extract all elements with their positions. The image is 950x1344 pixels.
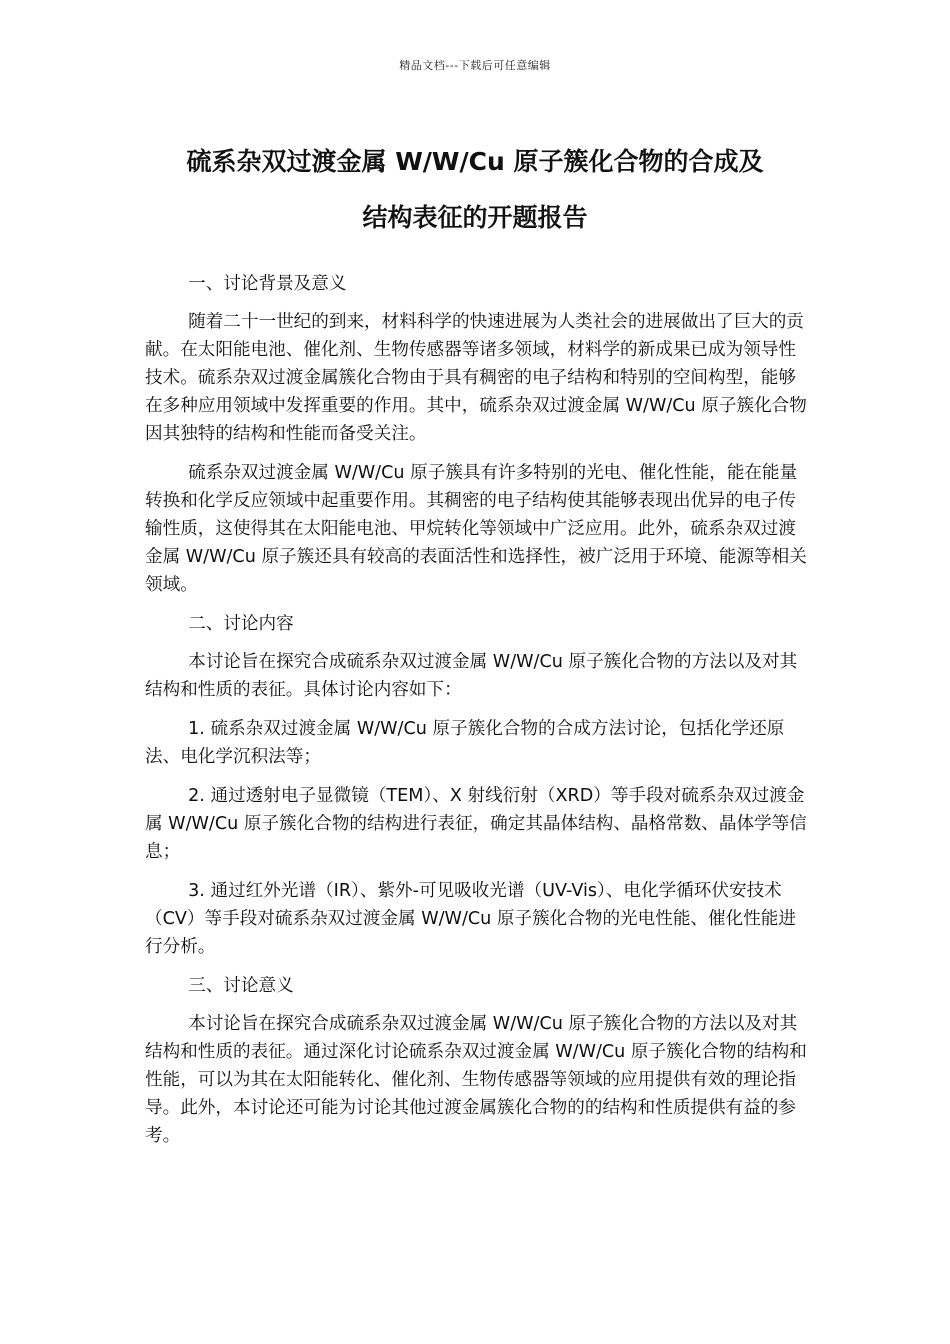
section-1-paragraph-2: 硫系杂双过渡金属 W/W/Cu 原子簇具有许多特别的光电、催化性能，能在能量转换和化学反应领域中起重要作用。其稠密的电子结构使其能够表现出优异的电子传输性质，这使得其在太阳能电池、甲烷转化等领域中广泛应用。此外，硫系杂双过渡金属 W/W/Cu 原子簇还具有较高的表面活性和选择性，被广泛用于环境、能源等相关领域。 [145,463,807,595]
section-2-list-item-1: 1. 硫系杂双过渡金属 W/W/Cu 原子簇化合物的合成方法讨论，包括化学还原法、电化学沉积法等； [145,719,785,767]
section-2-heading: 二、讨论内容 [188,614,294,634]
section-2-list-item-2: 2. 通过透射电子显微镜（TEM）、X 射线衍射（XRD）等手段对硫系杂双过渡金属 W/W/Cu 原子簇化合物的结构进行表征，确定其晶体结构、晶格常数、晶体学等信息； [145,786,807,862]
section-2-list-item-3: 3. 通过红外光谱（IR）、紫外-可见吸收光谱（UV-Vis）、电化学循环伏安技术（CV）等手段对硫系杂双过渡金属 W/W/Cu 原子簇化合物的光电性能、催化性能进行分析。 [145,881,796,957]
document-title [100,134,850,246]
section-1-paragraph-1: 随着二十一世纪的到来，材料科学的快速进展为人类社会的进展做出了巨大的贡献。在太阳能电池、催化剂、生物传感器等诸多领域，材料学的新成果已成为领导性技术。硫系杂双过渡金属簇化合物由于具有稠密的电子结构和特别的空间构型，能够在多种应用领域中发挥重要的作用。其中，硫系杂双过渡金属 W/W/Cu 原子簇化合物因其独特的结构和性能而备受关注。 [145,312,807,444]
section-3-heading: 三、讨论意义 [188,976,294,996]
section-2-paragraph-1: 本讨论旨在探究合成硫系杂双过渡金属 W/W/Cu 原子簇化合物的方法以及对其结构和性质的表征。具体讨论内容如下： [145,652,798,700]
section-1-heading: 一、讨论背景及意义 [188,274,347,294]
section-3-paragraph-1: 本讨论旨在探究合成硫系杂双过渡金属 W/W/Cu 原子簇化合物的方法以及对其结构和性质的表征。通过深化讨论硫系杂双过渡金属 W/W/Cu 原子簇化合物的结构和性能，可以为其在太阳能转化、催化剂、生物传感器等领域的应用提供有效的理论指导。此外，本讨论还可能为讨论其他过渡金属簇化合物的的结构和性质提供有益的参考。 [145,1014,807,1146]
title-line-1: 硫系杂双过渡金属 W/W/Cu 原子簇化合物的合成及 [186,147,764,176]
page-header-note: 精品文档---下载后可任意编辑 [399,59,551,72]
document-body [145,270,807,1161]
title-line-2: 结构表征的开题报告 [362,203,588,232]
